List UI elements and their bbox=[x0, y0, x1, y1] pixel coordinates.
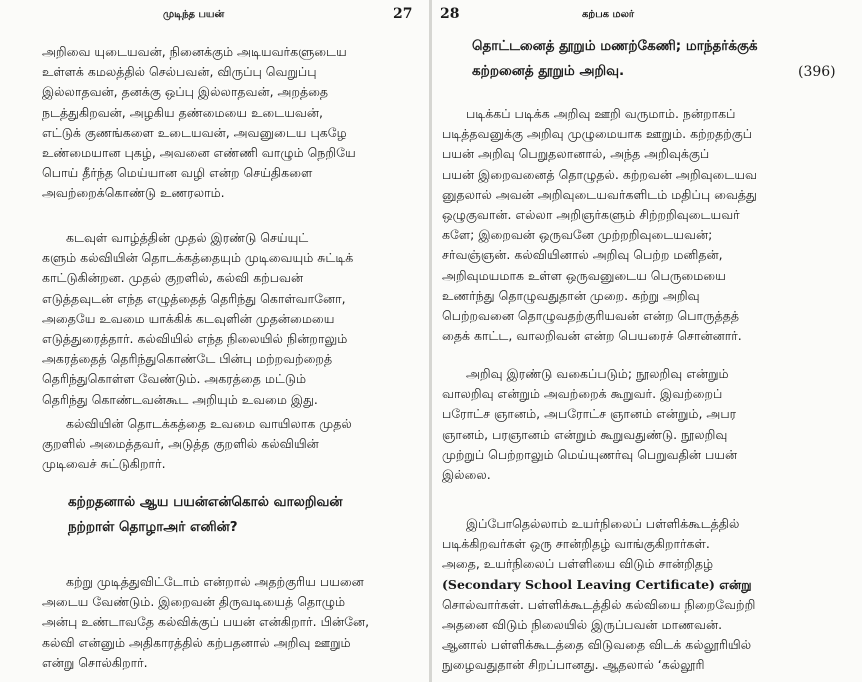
text-line: அதையே உவமை யாக்கிக் கடவுளின் முதன்மையை bbox=[42, 310, 335, 326]
left-page bbox=[0, 0, 430, 682]
text-line: கல்வியின் தொடக்கத்தை உவமை வாயிலாக முதல் bbox=[66, 416, 352, 431]
text-line: தெரிந்துகொள்ள வேண்டும். அகரத்தை மட்டும் bbox=[42, 371, 307, 387]
text-line: அதனை விடும் நிலையில் இருப்பவன் மாணவன். bbox=[442, 617, 723, 633]
paragraph bbox=[42, 414, 412, 475]
kural-couplet bbox=[68, 490, 342, 540]
text-line: வாலறிவு என்றும் அவற்றைக் கூறுவர். இவற்றைப் bbox=[442, 386, 723, 402]
text-line: நுழைவதுதான் சிறப்பானது. ஆதலால் ‘கல்லூரி bbox=[442, 657, 705, 673]
text-line: களே; இறைவன் ஒருவனே முற்றறிவுடையவன்; bbox=[442, 227, 713, 243]
text-line: ஆனால் பள்ளிக்கூடத்தை விடுவதை விடக் கல்லூரியில் bbox=[442, 637, 752, 653]
text-line: அகரத்தைத் தெரிந்துகொண்டே பின்பு மற்றவற்றைத் bbox=[42, 351, 333, 367]
paragraph bbox=[42, 572, 412, 673]
text-line: என்று சொல்கிறார். bbox=[42, 654, 148, 670]
couplet-line: கற்றனைத் தூறும் அறிவு. bbox=[472, 63, 625, 79]
text-line: தைக் காட்ட, வாலறிவன் என்ற பெயரைச் சொன்னார். bbox=[442, 328, 742, 344]
text-line: சர்வஞ்ஞன். கல்வியினால் அறிவு பெற்ற மனிதன், bbox=[442, 247, 723, 263]
text-line: அடைய வேண்டும். இறைவன் திருவடியைத் தொழும் bbox=[42, 594, 346, 610]
text-line: தெரிந்து கொண்டவன்கூட அறியும் உவமை இது. bbox=[42, 391, 318, 407]
paragraph bbox=[42, 42, 412, 204]
text-line: எடுத்துரைத்தார். கல்வியில் எந்த நிலையில் நின்றாலும் bbox=[42, 331, 348, 347]
text-line: னுதலால் அவன் அறிவுடையவர்களிடம் மதிப்பு வைத்து bbox=[442, 186, 757, 202]
running-title: முடிந்த பயன் bbox=[163, 9, 225, 20]
paragraph bbox=[442, 104, 848, 346]
text-line: இல்லாதவன், தனக்கு ஒப்பு இல்லாதவன், அறத்தை bbox=[42, 84, 329, 100]
text-line: கற்று முடித்துவிட்டோம் என்றால் அதற்குரிய பயனை bbox=[66, 574, 364, 589]
text-line: எட்டுக் குணங்களை உடையவன், அவனுடைய புகழே bbox=[42, 124, 347, 140]
running-title: கற்பக மலர் bbox=[582, 9, 635, 20]
page-number: 27 bbox=[393, 6, 413, 22]
couplet-number: (396) bbox=[798, 64, 836, 80]
text-line: இல்லை. bbox=[442, 467, 491, 483]
text-line: இப்போதெல்லாம் உயர்நிலைப் பள்ளிக்கூடத்தில் bbox=[466, 516, 740, 531]
text-line: ஞானம், பரஞானம் என்றும் கூறுவதுண்டு. நூலறிவு bbox=[442, 426, 728, 442]
text-line: படித்தவனுக்கு அறிவு முழுமையாக ஊறும். கற்றதற்குப் bbox=[442, 126, 753, 142]
text-line: கல்வி என்னும் அதிகாரத்தில் கற்பதனால் அறிவு ஊறும் bbox=[42, 634, 351, 650]
text-line: களும் கல்வியின் தொடக்கத்தையும் முடிவையும் சுட்டிக் bbox=[42, 250, 354, 266]
couplet-line: தொட்டனைத் தூறும் மணற்கேணி; மாந்தர்க்குக் bbox=[472, 38, 758, 54]
text-line: அறிவு இரண்டு வகைப்படும்; நூலறிவு என்றும் bbox=[466, 366, 729, 381]
text-line: முற்றுப் பெற்றாலும் மெய்யுணர்வு பெறுவதின் பயன் bbox=[442, 446, 738, 462]
text-line: உணர்ந்து தொழுவதுதான் முறை. கற்று அறிவு bbox=[442, 287, 700, 303]
text-line: பயன் அறிவு பெறுதலானால், அந்த அறிவுக்குப் bbox=[442, 146, 710, 162]
text-line: படிக்கிறவர்கள் ஒரு சான்றிதழ் வாங்குகிறார்கள். bbox=[442, 536, 710, 552]
text-line: ஒழுகுவான். எல்லா அறிஞர்களும் சிற்றறிவுடையவர் bbox=[442, 207, 740, 223]
paragraph bbox=[442, 364, 848, 485]
text-line: பெற்றவனை தொழுவதற்குரியவன் என்ற பொருத்தத் bbox=[442, 308, 740, 324]
text-line: சொல்வார்கள். பள்ளிக்கூடத்தில் கல்வியை நிறைவேற்றி bbox=[442, 596, 756, 612]
text-line: உண்மையான புகழ், அவனை எண்ணி வாழும் நெறியே bbox=[42, 145, 356, 161]
couplet-line: கற்றதனால் ஆய பயன்என்கொல் வாலறிவன் bbox=[68, 494, 343, 510]
text-line: (Secondary School Leaving Certificate) என்று bbox=[442, 576, 752, 592]
kural-couplet bbox=[472, 34, 758, 84]
page-number: 28 bbox=[440, 6, 460, 22]
text-line: உள்ளக் கமலத்தில் செல்பவன், விருப்பு வெறுப்பு bbox=[42, 64, 317, 80]
text-line: பயன் இறைவனைத் தொழுதல். கற்றவன் அறிவுடையவ bbox=[442, 166, 757, 182]
text-line: காட்டுகின்றன. முதல் குறளில், கல்வி கற்பவன் bbox=[42, 270, 304, 286]
right-page bbox=[432, 0, 862, 682]
text-line: குறளில் அமைத்தவர், அடுத்த குறளில் கல்வியின் bbox=[42, 436, 319, 452]
text-line: படிக்கப் படிக்க அறிவு ஊறி வருமாம். நன்றாகப் bbox=[466, 106, 736, 121]
paragraph bbox=[442, 514, 848, 676]
text-line: அவற்றைக்கொண்டு உணரலாம். bbox=[42, 185, 225, 201]
text-line: முடிவைச் சுட்டுகிறார். bbox=[42, 456, 166, 472]
text-line: அறிவுமயமாக உள்ள ஒருவனுடைய பெருமையை bbox=[442, 267, 726, 283]
text-line: பொய் தீர்ந்த மெய்யான வழி என்ற செய்திகளை bbox=[42, 165, 313, 181]
text-line: அதை, உயர்நிலைப் பள்ளியை விடும் சான்றிதழ் bbox=[442, 556, 714, 572]
text-line: பரோட்ச ஞானம், அபரோட்ச ஞானம் என்றும், அபர bbox=[442, 406, 737, 422]
paragraph bbox=[42, 228, 412, 410]
text-line: அன்பு உண்டாவதே கல்விக்குப் பயன் என்கிறார். பின்னே, bbox=[42, 614, 370, 630]
text-line: கடவுள் வாழ்த்தின் முதல் இரண்டு செய்யுட் bbox=[66, 230, 309, 245]
text-line: அறிவை யுடையவன், நினைக்கும் அடியவர்களுடைய bbox=[42, 44, 347, 59]
text-line: நடத்துகிறவன், அழகிய தண்மையை உடையவன், bbox=[42, 104, 323, 120]
text-line: எடுத்தவுடன் எந்த எழுத்தைத் தெரிந்து கொள்வானோ, bbox=[42, 290, 346, 306]
couplet-line: நற்றாள் தொழாஅர் எனின்? bbox=[68, 519, 238, 535]
